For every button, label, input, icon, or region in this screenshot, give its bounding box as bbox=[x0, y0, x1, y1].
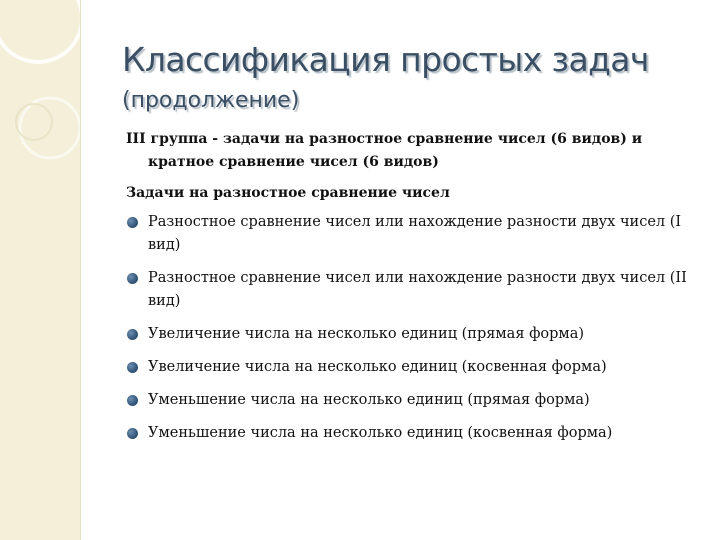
slide-title: Классификация простых задач bbox=[122, 40, 649, 79]
decorative-circles-graphic bbox=[0, 0, 80, 540]
list-item bbox=[126, 211, 696, 257]
list-item-text: Уменьшение числа на несколько единиц (косвенная форма) bbox=[148, 425, 613, 441]
list-item-text: Увеличение числа на несколько единиц (прямая форма) bbox=[148, 326, 585, 342]
bullet-icon bbox=[127, 273, 138, 284]
list-item bbox=[126, 323, 696, 346]
group-description: III группа - задачи на разностное сравнение чисел (6 видов) и кратное сравнение чисел (6 видов) bbox=[126, 131, 643, 170]
section-heading: Задачи на разностное сравнение чисел bbox=[126, 185, 450, 201]
list-item bbox=[126, 356, 696, 379]
list-item-text: Разностное сравнение чисел или нахождение разности двух чисел (II вид) bbox=[148, 270, 687, 309]
list-item-text: Увеличение числа на несколько единиц (косвенная форма) bbox=[148, 359, 607, 375]
list-item-text: Уменьшение числа на несколько единиц (прямая форма) bbox=[148, 392, 590, 408]
decorative-side-band bbox=[0, 0, 81, 540]
task-type-list bbox=[126, 211, 696, 445]
bullet-icon bbox=[127, 329, 138, 340]
bullet-icon bbox=[127, 362, 138, 373]
bullet-icon bbox=[127, 217, 138, 228]
bullet-icon bbox=[127, 395, 138, 406]
list-item bbox=[126, 267, 696, 313]
list-item bbox=[126, 389, 696, 412]
list-item-text: Разностное сравнение чисел или нахождение разности двух чисел (I вид) bbox=[148, 214, 682, 253]
bullet-icon bbox=[127, 428, 138, 439]
slide-subtitle: (продолжение) bbox=[122, 88, 300, 113]
list-item bbox=[126, 422, 696, 445]
slide-body bbox=[126, 128, 696, 455]
